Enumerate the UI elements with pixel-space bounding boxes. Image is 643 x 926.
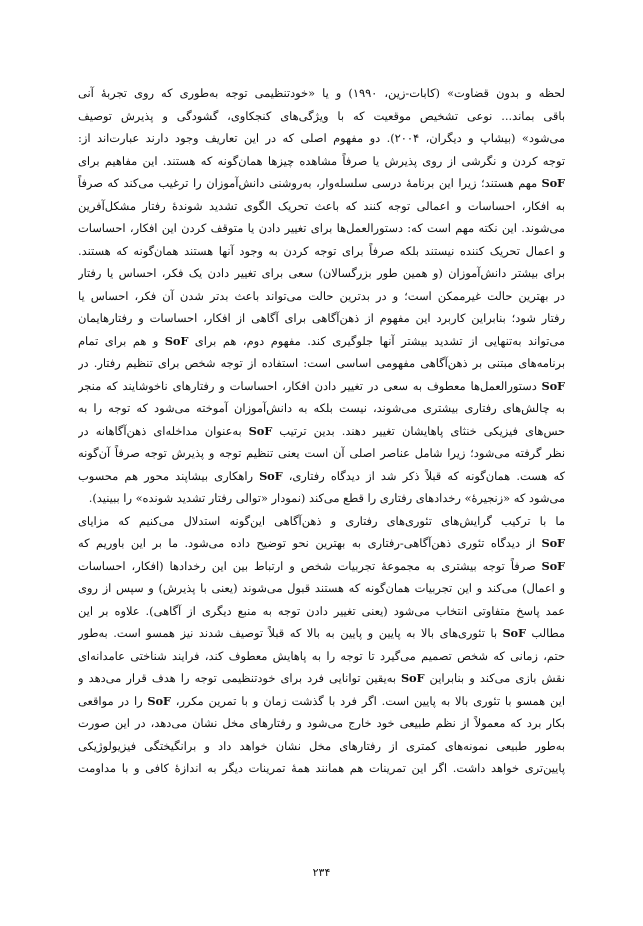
text-line: می‌شوند. این نکته مهم است که: دستورالعمل‌ها برای تغییر دادن یا متوقف کردن این افکار، احساسات xyxy=(78,221,565,235)
text-line: رفتار شود؛ بنابراین کاربرد این مفهوم از ذهن‌آگاهی برای آگاهی از افکار، احساسات و رفتارهایمان xyxy=(78,311,565,325)
text-line: توجه کردن و نگرشی از روی پذیرش یا صرفاً مشاهده چیزها همان‌گونه که هستند. این مفاهیم برای xyxy=(78,153,565,168)
text-line: می‌شود» (بیشاپ و دیگران، ۲۰۰۴). دو مفهوم اصلی که در این تعاریف وجود دارند عبارت‌اند از: xyxy=(78,131,565,145)
text-line: و اعمال تحریک کننده نیستند بلکه صرفاً برای توجه کردن به وجود آنها هستند همان‌گونه که هستند. xyxy=(78,243,565,258)
text-line: لحظه و بدون قضاوت» (کابات-زین، ۱۹۹۰) و یا «خودتنظیمی توجه به‌طوری که روی تجربهٔ آنی xyxy=(78,86,565,100)
text-line: SoF صرفاً توجه بیشتری به مجموعهٔ تجربیات شخص و ارتباط بین این رخدادها (افکار، احساسات xyxy=(78,558,565,573)
text-line: به افکار، احساسات و اعمالی توجه کنند که باعث تحریک الگوی تشدید شوندهٔ رفتار مشکل‌آفرین xyxy=(78,198,565,213)
text-line: SoF دستورالعمل‌ها معطوف به سعی در تغییر دادن افکار، احساسات و رفتارهای ناخوشایند که منجر xyxy=(78,378,565,393)
text-line: نقش بازی می‌کند و بنابراین SoF به‌یقین توانایی فرد برای خودتنظیمی توجه را هدف قرار می‌دهد و xyxy=(78,671,565,685)
sof-acronym: SoF xyxy=(248,423,273,438)
sof-acronym: SoF xyxy=(541,378,565,393)
text-line: برنامه‌های مبتنی بر ذهن‌آگاهی مفهومی اساسی است: استفاده از توجه شخص برای تنظیم رفتار. در xyxy=(78,356,565,370)
text-line: برای بیشتر دانش‌آموزان (و همین طور بزرگسالان) سعی برای تغییر دادن یک فکر، احساس یا رفتار xyxy=(78,266,565,280)
text-line: ما با ترکیب گرایش‌های تئوری‌های رفتاری و ذهن‌آگاهی این‌گونه استدلال می‌کنیم که مزایای xyxy=(78,513,565,528)
sof-acronym: SoF xyxy=(541,176,565,190)
text-line: مطالب SoF با تئوری‌های بالا به پایین و پایین به بالا که قبلاً توصیف شدند نیز همسو است. به‌طور xyxy=(78,626,565,640)
text-line: عمد پاسخ متفاوتی انتخاب می‌شود (یعنی تغییر دادن توجه به منبع دیگری از آگاهی). علاوه بر این xyxy=(78,603,565,618)
text-line: باقی بماند... نوعی تشخیص موقعیت که با ویژگی‌های کنجکاوی، گشودگی و پذیرش توصیف xyxy=(78,108,565,123)
sof-acronym: SoF xyxy=(164,333,189,348)
text-line: حس‌های فیزیکی خنثای پاهایشان تغییر دهند. بدین ترتیب SoF به‌عنوان مداخله‌ای ذهن‌آگاهانه در xyxy=(78,423,565,438)
page-number: ۲۳۴ xyxy=(312,866,331,879)
sof-acronym: SoF xyxy=(541,536,565,550)
text-line: به‌طور طبیعی نمونه‌های کمتری از رفتارهای مخل نشان خواهد داد و برانگیختگی فیزیولوژیکی xyxy=(78,738,565,753)
text-line: پایین‌تری خواهد داشت. اگر این تمرینات هم همانند همهٔ تمرینات دیگر به اندازهٔ کافی و با مداومت xyxy=(78,761,565,775)
text-line: و اعمال) می‌کند و این تجربیات همان‌گونه که هستند قبول می‌شوند (یعنی با پذیرش) و سپس از روی xyxy=(78,581,565,595)
text-line: که هست. همان‌گونه که قبلاً ذکر شد از دیدگاه رفتاری، SoF راهکاری بیشاپند محور هم محسوب xyxy=(78,468,565,483)
text-line: در بهترین حالت غیرممکن است؛ و در بدترین حالت می‌تواند باعث بدتر شدن آن فکر، احساس یا xyxy=(78,288,565,303)
text-line: SoF مهم هستند؛ زیرا این برنامهٔ درسی سلسله‌وار، به‌روشنی دانش‌آموزان را ترغیب می‌کند که صرفاً xyxy=(78,176,565,190)
text-line: بکار برد که معمولاً از نظم طبیعی خود خارج می‌شود و رفتارهای مخل نشان می‌دهد، در این صورت xyxy=(78,716,565,730)
body-text xyxy=(78,82,565,780)
text-line: می‌تواند به‌تنهایی از تشدید بیشتر آنها جلوگیری کند. مفهوم دوم، هم برای SoF و هم برای تمام xyxy=(78,333,565,348)
sof-acronym: SoF xyxy=(400,671,425,685)
text-line: این همسو با تئوری بالا به پایین است. اگر فرد با گذشت زمان و با تمرین مکرر، SoF را در مواقعی xyxy=(78,693,565,708)
text-line: می‌شود که «زنجیرهٔ» رخدادهای رفتاری را قطع می‌کند (نمودار «توالی رفتار تشدید شونده» را ببینید). xyxy=(88,491,565,505)
text-line: حتم، زمانی که شخص تصمیم می‌گیرد تا توجه را به پاهایش معطوف کند، فرایند شناختی عامدانه‌ای xyxy=(78,648,565,663)
sof-acronym: SoF xyxy=(259,468,283,483)
text-line: SoF از دیدگاه تئوری ذهن‌آگاهی-رفتاری به بهترین نحو توضیح داده می‌شود. ما بر این باوریم که xyxy=(78,536,565,550)
sof-acronym: SoF xyxy=(502,626,526,640)
sof-acronym: SoF xyxy=(541,558,565,573)
text-line: نظر گرفته می‌شود؛ زیرا شامل عناصر اصلی آن است یعنی تنظیم توجه و پذیرش توجه صرفاً آن‌گونه xyxy=(78,446,565,460)
text-line: به چالش‌های رفتاری بیشتری می‌شوند، نیست بلکه به دانش‌آموزان آموخته می‌شود که توجه را به xyxy=(78,401,565,415)
sof-acronym: SoF xyxy=(147,693,171,708)
